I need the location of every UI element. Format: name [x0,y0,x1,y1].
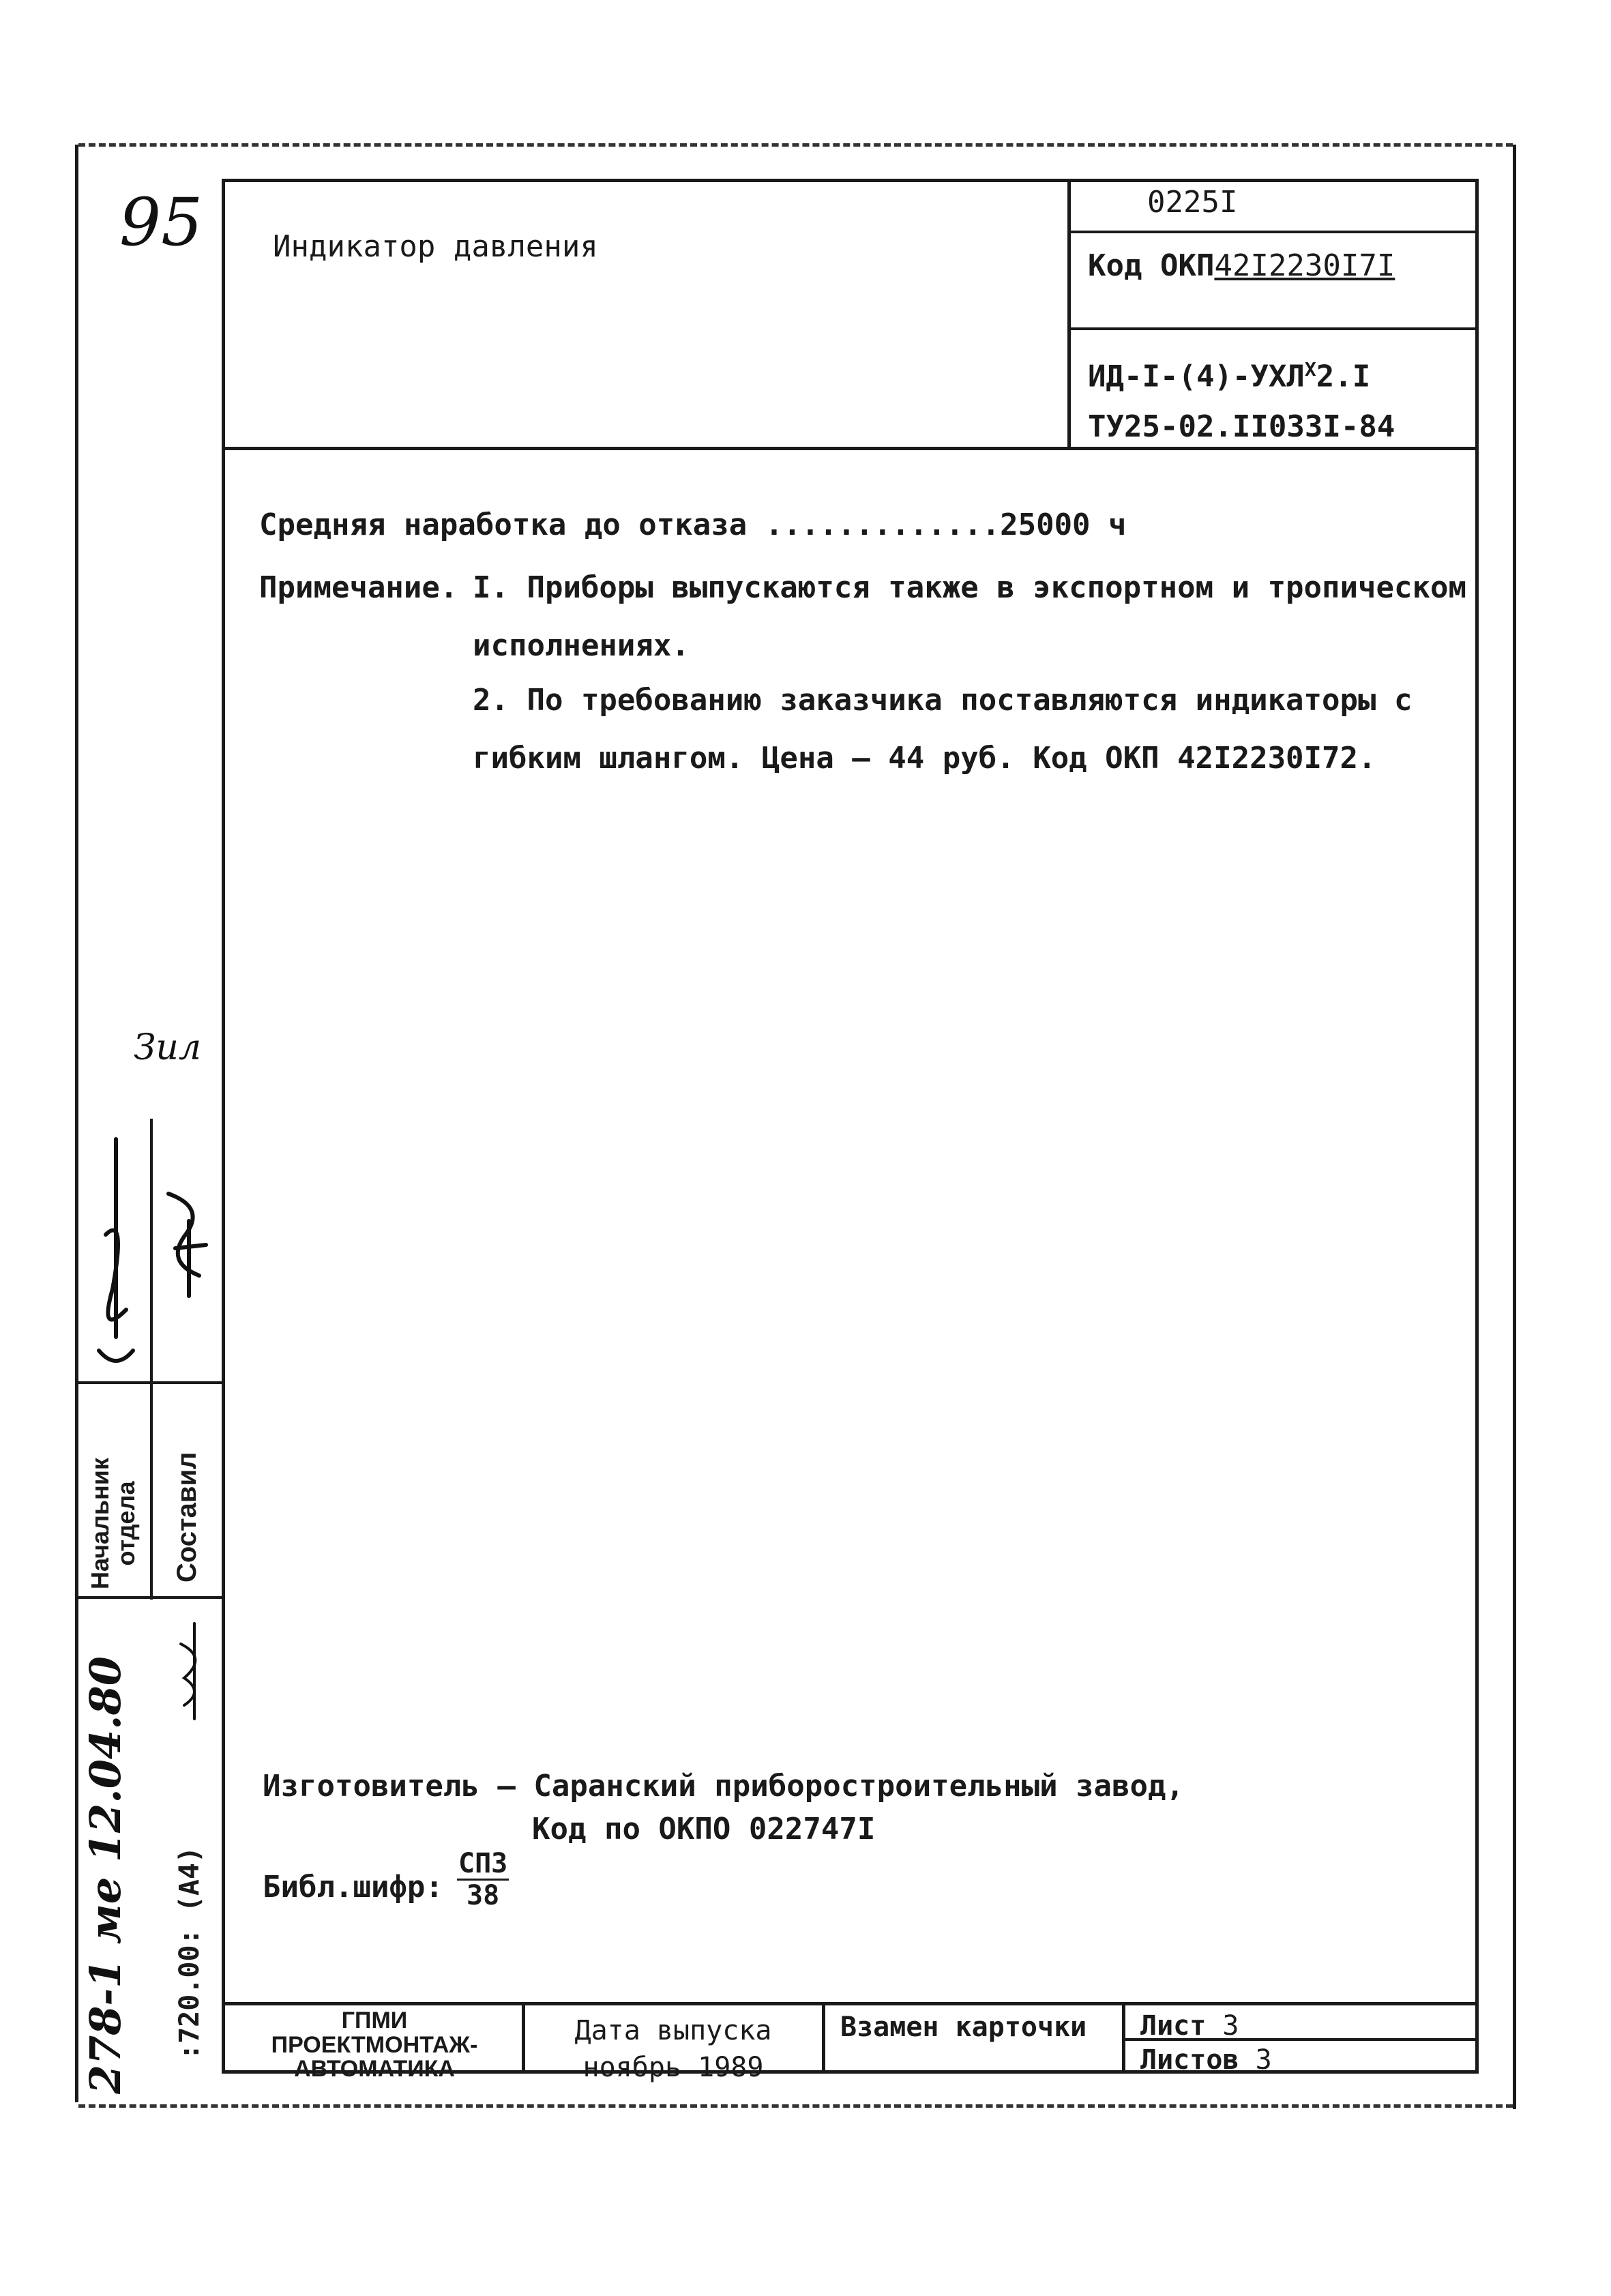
okpo-code: Код по ОКПО 022747I [532,1812,876,1846]
model-superscript: X [1304,358,1316,381]
compiled-by-label: Составил [172,1452,202,1583]
inner-right-border [1475,179,1479,2074]
sheets-label-text: Листов [1140,2044,1239,2076]
note2-line2: гибким шлангом. Цена – 44 руб. Код ОКП 42I2230I72. [473,741,1376,776]
model-designation [1088,360,1370,392]
note1-line1: I. Приборы выпускаются также в экспортном и тропическом [473,570,1466,605]
org-line-2: ПРОЕКТМОНТАЖ- [271,2031,478,2058]
bibl-denominator: 38 [467,1880,500,1911]
head-of-department-label [87,1458,139,1589]
model-name: ИД-I-(4)-УХЛ [1088,359,1305,394]
inner-top-border [222,179,1479,182]
release-date-value: ноябрь 1989 [582,2052,764,2083]
sheets-total-label [1140,2046,1272,2074]
replaces-card-label: Взамен карточки [840,2012,1087,2043]
head-label-line-1: Начальник [86,1458,114,1589]
org-name [228,2009,520,2082]
model-suffix: 2.I [1316,359,1371,394]
outer-top-dashed-line [78,143,1513,147]
sheet-number: 95 [119,184,203,261]
side-stamp-divider [150,1119,153,1600]
bibl-numerator: СПЗ [458,1848,508,1879]
okp-code [1088,248,1395,283]
outer-bottom-dashed-line [78,2104,1513,2108]
form-code: :720.00: (А4) [174,1846,205,2060]
handwritten-note: Зил [134,1027,201,1068]
sheets-value: 3 [1255,2044,1272,2076]
handwritten-registration: 278-1 ме 12.04.80 [80,1656,130,2094]
outer-right-border [1513,145,1516,2109]
mtbf-line: Средняя наработка до отказа .............25000 ч [259,507,1127,542]
tu-number: ТУ25-02.II033I-84 [1088,409,1395,444]
header-row-line-2 [1067,327,1479,330]
signature-small [171,1617,218,1726]
inner-left-border [222,179,225,2074]
manufacturer-line: Изготовитель – Саранский приборостроительный завод, [263,1769,1185,1804]
okp-code-value: 42I2230I7I [1214,248,1395,283]
outer-left-border [75,145,78,2102]
header-right-column-divider [1067,179,1071,448]
header-divider [222,447,1479,450]
org-line-1: ГПМИ [341,2007,408,2033]
product-name: Индикатор давления [273,229,598,264]
note2-line1: 2. По требованию заказчика поставляются индикаторы с [473,683,1413,718]
head-label-line-2: отдела [111,1481,140,1566]
release-date-label: Дата выпуска [574,2015,772,2046]
release-date [527,2012,820,2086]
note-label: Примечание. [259,570,458,605]
footer-top-line [222,2002,1479,2005]
sheet-value: 3 [1222,2010,1239,2042]
footer-divider-1 [522,2002,525,2074]
bibl-label: Библ.шифр: [263,1870,443,1904]
header-row-line-1 [1067,231,1479,233]
sheet-label-text: Лист [1140,2010,1207,2042]
sheet-label [1140,2012,1239,2040]
note1-line2: исполнениях. [473,628,690,663]
bibl-fraction [457,1850,509,1909]
signature-head-of-department [85,1132,147,1378]
org-line-3: АВТОМАТИКА [294,2056,455,2082]
card-number: 0225I [1147,185,1238,220]
okp-label: Код ОКП [1088,248,1215,283]
footer-divider-2 [822,2002,825,2074]
signature-compiled-by [158,1180,216,1303]
